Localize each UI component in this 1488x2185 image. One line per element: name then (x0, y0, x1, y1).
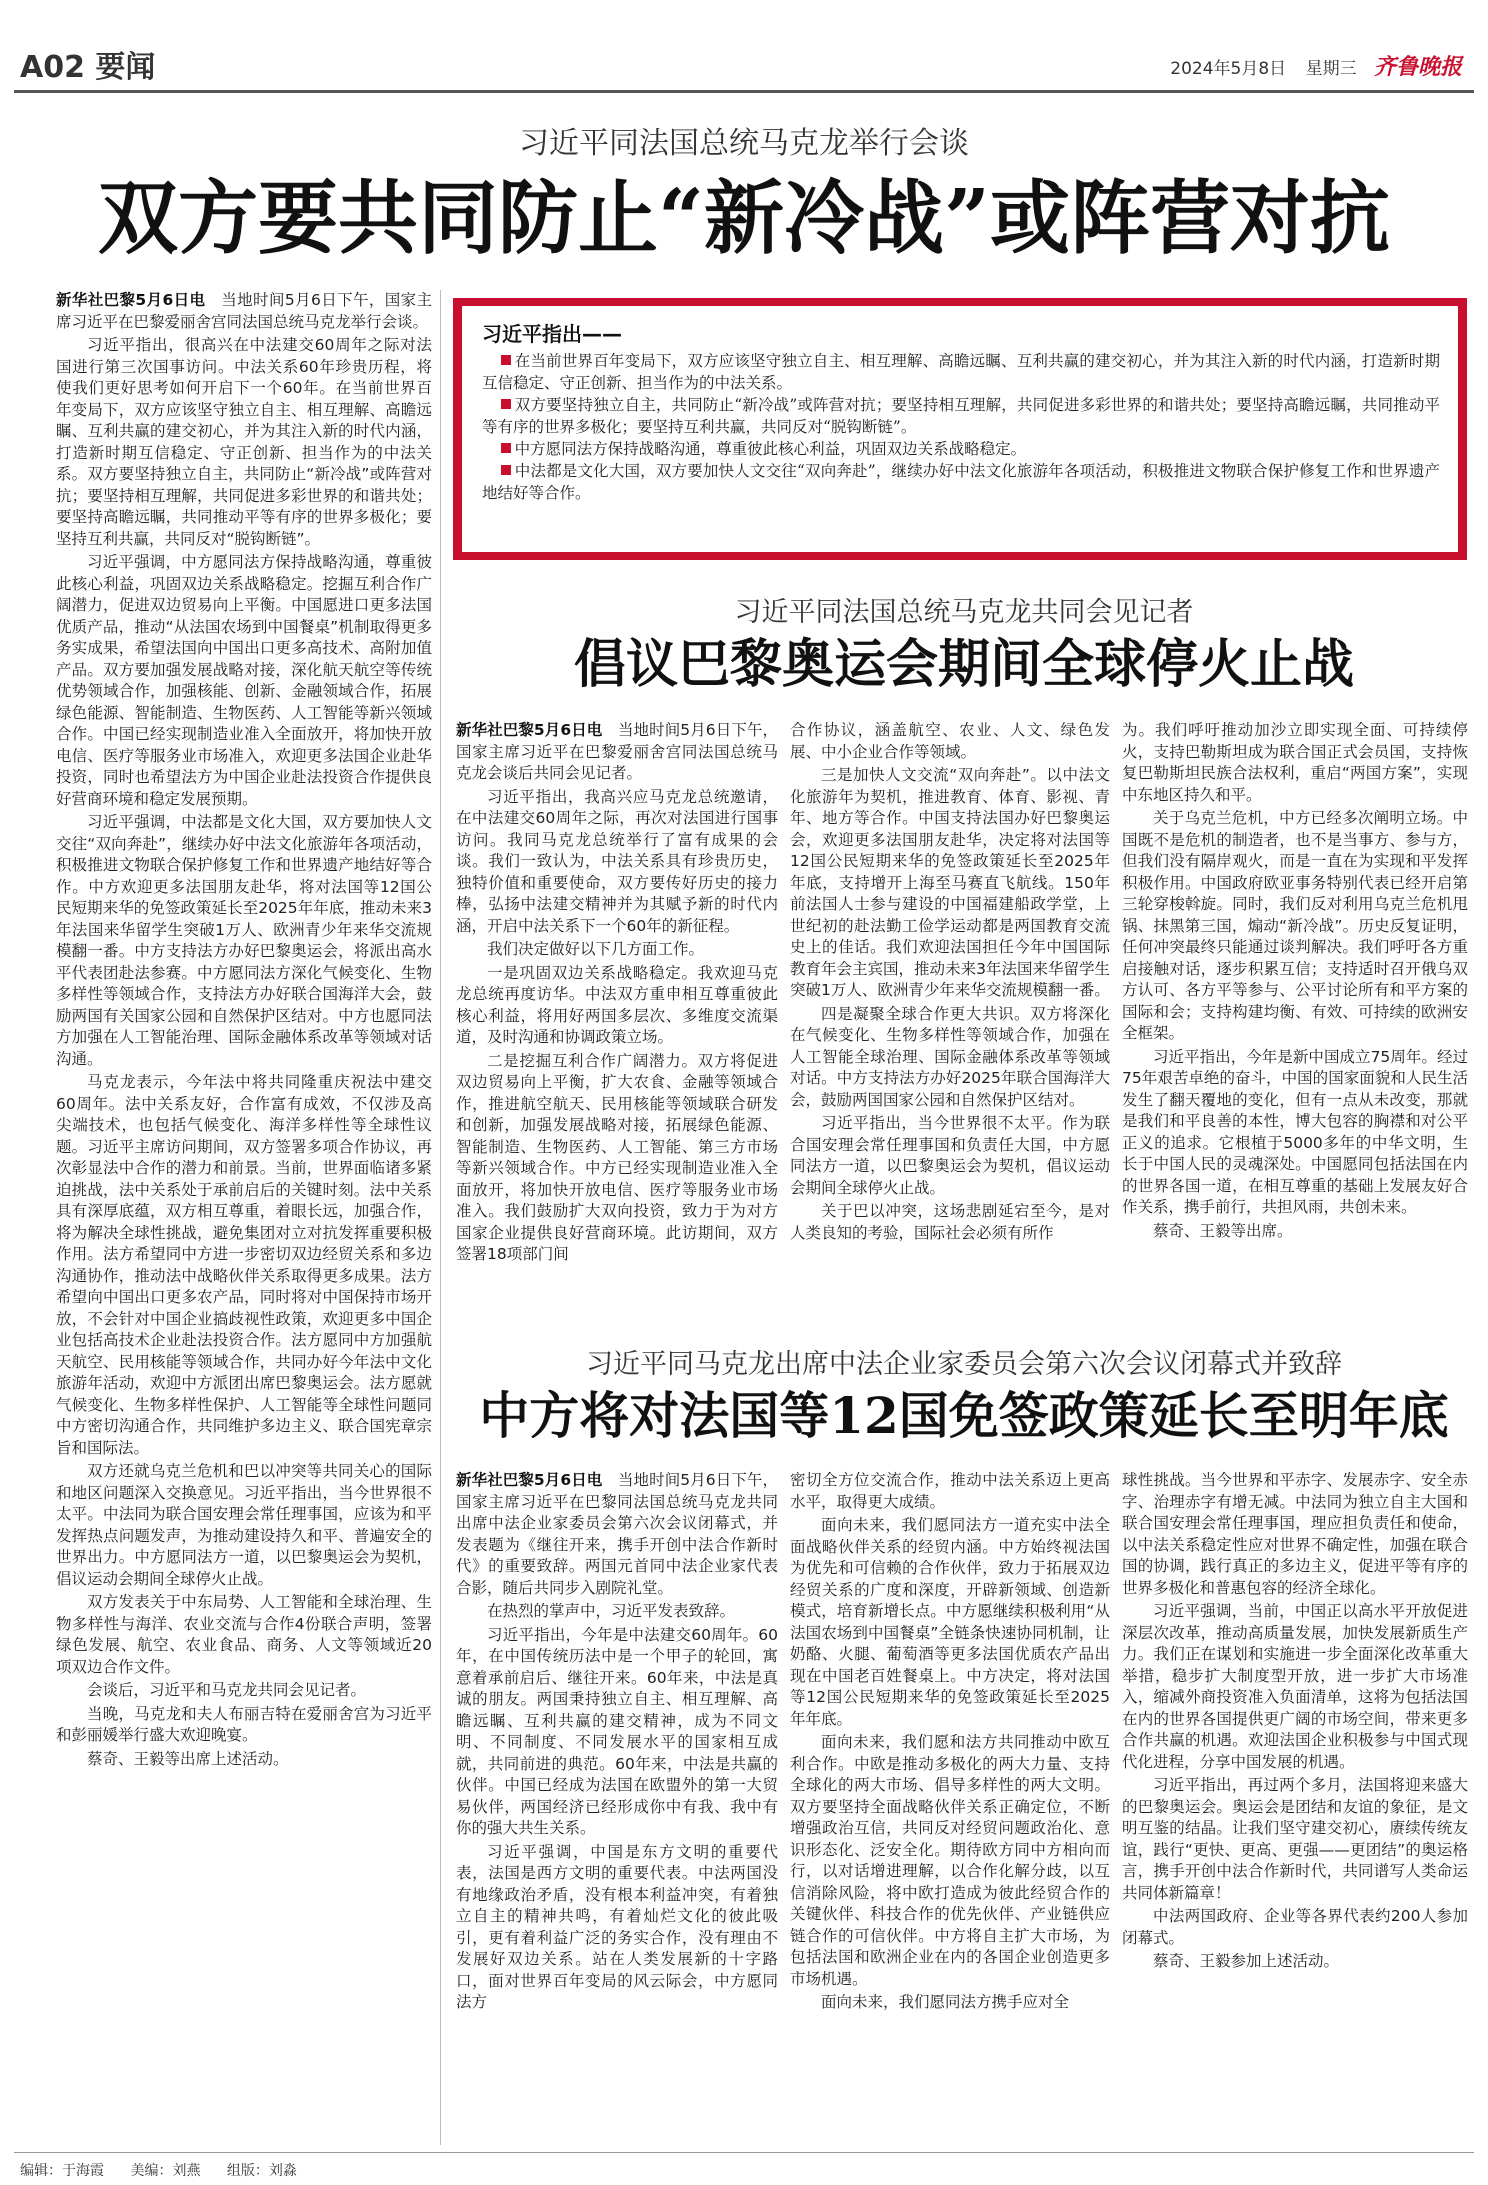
article2-para: 习近平指出，我高兴应马克龙总统邀请，在中法建交60周年之际，再次对法国进行国事访问。我同马克龙总统举行了富有成果的会谈。我们一致认为，中法关系具有珍贵历史，独特价值和重要使命，双方要传好历史的接力棒，弘扬中法建交精神并为其赋予新的时代内涵，开启中法关系下一个60年的新征程。 (456, 787, 778, 935)
article1-para: 习近平指出，很高兴在中法建交60周年之际对法国进行第三次国事访问。中法关系60年珍贵历程，将使我们更好思考如何开启下一个60年。在当前世界百年变局下，双方应该坚守独立自主、相互理解、高瞻远瞩、互利共赢的建交初心，并为其注入新的时代内涵，打造新时期互信稳定、守正创新、担当作为的中法关系。双方要坚持独立自主，共同防止“新冷战”或阵营对抗；要坚持相互理解，共同促进多彩世界的和谐共处；要坚持高瞻远瞩，共同推动平等有序的世界多极化；要坚持互利共赢，共同反对“脱钩断链”。 (56, 336, 432, 548)
column-divider (440, 290, 441, 2145)
article2-para: 我们决定做好以下几方面工作。 (487, 940, 705, 958)
article1-para: 马克龙表示，今年法中将共同隆重庆祝法中建交60周年。法中关系友好，合作富有成效，不仅涉及高尖端技术，也包括气候变化、海洋多样性等全球性议题。习近平主席访问期间，双方签署多项合作协议，再次彰显法中合作的潜力和前景。当前，世界面临诸多紧迫挑战，法中关系处于承前启后的关键时刻。法中关系具有深厚底蕴，双方相互尊重，着眼长远，加强合作，将为解决全球性挑战，避免集团对立对抗发挥重要积极作用。法方希望同中方进一步密切双边经贸关系和多边沟通协作，推动法中战略伙伴关系取得更多成果。法方希望向中国出口更多农产品，同时将对中国保持市场开放，不会针对中国企业搞歧视性政策，欢迎更多中国企业包括高技术企业赴法投资合作。法方愿同中方加强航天航空、民用核能等领域合作，共同办好今年法中文化旅游年活动，欢迎中方派团出席巴黎奥运会。法方愿就气候变化、生物多样性保护、人工智能等全球性问题同中方密切沟通合作，共同维护多边主义、联合国宪章宗旨和国际法。 (56, 1073, 432, 1457)
bullet-square-icon (501, 355, 511, 365)
article2-col3 (1122, 720, 1468, 1330)
bullet-square-icon (501, 465, 511, 475)
bullet-square-icon (501, 443, 511, 453)
page-label: A02 要闻 (20, 50, 156, 85)
masthead (1170, 50, 1462, 81)
article2-para: 为。我们呼吁推动加沙立即实现全面、可持续停火，支持巴勒斯坦成为联合国正式会员国，支持恢复巴勒斯坦民族合法权利，重启“两国方案”，实现中东地区持久和平。 (1122, 721, 1468, 804)
article3-para: 面向未来，我们愿和法方共同推动中欧互利合作。中欧是推动多极化的两大力量、支持全球化的两大市场、倡导多样性的两大文明。双方要坚持全面战略伙伴关系正确定位，不断增强政治互信，共同反对经贸问题政治化、意识形态化、泛安全化。期待欧方同中方相向而行，以对话增进理解，以合作化解分歧，以互信消除风险，将中欧打造成为彼此经贸合作的关键伙伴、科技合作的优先伙伴、产业链供应链合作的可信伙伴。中方将自主扩大市场，为包括法国和欧洲企业在内的各国企业创造更多市场机遇。 (790, 1733, 1110, 1988)
article1-para: 新华社巴黎5月6日电 当地时间5月6日下午，国家主席习近平在巴黎爱丽舍宫同法国总统马克龙举行会谈。 (56, 291, 432, 331)
article2-para: 新华社巴黎5月6日电 当地时间5月6日下午，国家主席习近平在巴黎爱丽舍宫同法国总统马克龙会谈后共同会见记者。 (456, 721, 778, 782)
article3-para: 习近平强调，当前，中国正以高水平开放促进深层次改革，推动高质量发展，加快发展新质生产力。我们正在谋划和实施进一步全面深化改革重大举措，稳步扩大制度型开放，进一步扩大市场准入，缩减外商投资准入负面清单，这将为包括法国在内的世界各国提供更广阔的市场空间，带来更多合作共赢的机遇。欢迎法国企业积极参与中国式现代化进程，分享中国发展的机遇。 (1122, 1602, 1468, 1771)
article2-para: 三是加快人文交流“双向奔赴”。以中法文化旅游年为契机，推进教育、体育、影视、青年、地方等合作。中国支持法国办好巴黎奥运会，欢迎更多法国朋友赴华，决定将对法国等12国公民短期来华的免签政策延长至2025年年底，支持增开上海至马赛直飞航线。150年前法国人士参与建设的中国福建船政学堂，上世纪初的赴法勤工俭学运动都是两国教育交流史上的佳话。我们欢迎法国担任今年中国国际教育年会主宾国，推动未来3年法国来华留学生突破1万人、欧洲青少年来华交流规模翻一番。 (790, 766, 1110, 999)
article2-col2 (790, 720, 1110, 1330)
article3-para: 面向未来，我们愿同法方一道充实中法全面战略伙伴关系的经贸内涵。中方始终视法国为优先和可信赖的合作伙伴，致力于拓展双边经贸关系的广度和深度，开辟新领域、创造新模式，培育新增长点。中方愿继续积极利用“从法国农场到中国餐桌”全链条快速协同机制，让奶酪、火腿、葡萄酒等更多法国优质农产品出现在中国老百姓餐桌上。中方决定，将对法国等12国公民短期来华的免签政策延长至2025年年底。 (790, 1516, 1110, 1728)
article2-para: 一是巩固双边关系战略稳定。我欢迎马克龙总统再度访华。中法双方重申相互尊重彼此核心利益，将用好两国多层次、多维度交流渠道，及时沟通和协调政策立场。 (456, 963, 778, 1046)
weekday: 星期三 (1305, 59, 1357, 79)
article3-col3 (1122, 1470, 1468, 2146)
article1-kicker: 习近平同法国总统马克龙举行会谈 (519, 126, 969, 161)
article2-source: 新华社巴黎5月6日电 (456, 721, 603, 739)
article3-source: 新华社巴黎5月6日电 (456, 1471, 603, 1489)
article1-source: 新华社巴黎5月6日电 (56, 291, 206, 309)
article1-body (56, 290, 432, 2150)
article3-headline: 中方将对法国等12国免签政策延长至明年底 (479, 1386, 1449, 1445)
article3-para: 新华社巴黎5月6日电 当地时间5月6日下午，国家主席习近平在巴黎同法国总统马克龙共同出席中法企业家委员会第六次会议闭幕式，并发表题为《继往开来，携手开创中法合作新时代》的重要致辞。两国元首同中法企业家代表合影，随后共同步入剧院礼堂。 (456, 1471, 778, 1597)
article2-para: 习近平指出，当今世界很不太平。作为联合国安理会常任理事国和负责任大国，中方愿同法方一道，以巴黎奥运会为契机，倡议运动会期间全球停火止战。 (790, 1114, 1110, 1197)
article3-col1 (456, 1470, 778, 2146)
footer-rule (14, 2152, 1474, 2153)
bullet-square-icon (501, 399, 511, 409)
callout-item: 中法都是文化大国，双方要加快人文交往“双向奔赴”，继续办好中法文化旅游年各项活动，积极推进文物联合保护修复工作和世界遗产地结好等合作。 (482, 462, 1440, 502)
article2-para: 四是凝聚全球合作更大共识。双方将深化在气候变化、生物多样性等领域合作，加强在人工智能全球治理、国际金融体系改革等领域对话。中方支持法方办好2025年联合国海洋大会，鼓励两国国家公园和自然保护区结对。 (790, 1004, 1110, 1109)
article1-para: 会谈后，习近平和马克龙共同会见记者。 (87, 1681, 367, 1699)
callout-item: 在当前世界百年变局下，双方应该坚守独立自主、相互理解、高瞻远瞩、互利共赢的建交初心，并为其注入新的时代内涵，打造新时期互信稳定、守正创新、担当作为的中法关系。 (482, 352, 1440, 392)
callout-body (482, 350, 1440, 504)
header-rule (14, 90, 1474, 93)
article1-para: 习近平强调，中方愿同法方保持战略沟通，尊重彼此核心利益，巩固双边关系战略稳定。挖掘互利合作广阔潜力，促进双边贸易向上平衡。中国愿进口更多法国优质产品，推动“从法国农场到中国餐桌”机制取得更多务实成果，希望法国向中国出口更多高技术、高附加值产品。双方要加强发展战略对接，深化航天航空等传统优势领域合作，加强核能、创新、金融领域合作，拓展绿色能源、智能制造、生物医药、人工智能等新兴领域合作。中国已经实现制造业准入全面放开，将加快开放电信、医疗等服务业市场准入，欢迎更多法国企业赴华投资，同时也希望法方为中国企业赴法投资合作提供良好营商环境和稳定发展预期。 (56, 553, 432, 808)
article2-col1 (456, 720, 778, 1330)
article2-headline: 倡议巴黎奥运会期间全球停火止战 (573, 634, 1354, 695)
article3-col2 (790, 1470, 1110, 2146)
article2-para: 习近平指出，今年是新中国成立75周年。经过75年艰苦卓绝的奋斗，中国的国家面貌和人民生活发生了翻天覆地的变化，但有一点从未改变，那就是我们和平良善的本性，博大包容的胸襟和对公平正义的追求。它根植于5000多年的中华文明，生长于中国人民的灵魂深处。中国愿同包括法国在内的世界各国一道，在相互尊重的基础上发展友好合作关系，携手前行，共担风雨，共创未来。 (1122, 1047, 1468, 1216)
article3-para: 蔡奇、王毅参加上述活动。 (1153, 1952, 1340, 1970)
footer-credits (20, 2160, 319, 2180)
article3-para: 在热烈的掌声中，习近平发表致辞。 (487, 1602, 736, 1620)
article1-para: 习近平强调，中法都是文化大国，双方要加快人文交往“双向奔赴”，继续办好中法文化旅游年各项活动，积极推进文物联合保护修复工作和世界遗产地结好等合作。中方欢迎更多法国朋友赴华，将对法国等12国公民短期来华的免签政策延长至2025年年底，推动未来3年法国来华留学生突破1万人、欧洲青少年来华交流规模翻一番。中方支持法方办好巴黎奥运会，将派出高水平代表团赴法参赛。中方愿同法方深化气候变化、生物多样性等领域合作，支持法方办好联合国海洋大会，鼓励两国有关国家公园和自然保护区结对。中方也愿同法方加强在人工智能治理、国际金融体系改革等领域对话沟通。 (56, 813, 432, 1068)
article3-kicker: 习近平同马克龙出席中法企业家委员会第六次会议闭幕式并致辞 (586, 1349, 1342, 1380)
article1-para: 双方还就乌克兰危机和巴以冲突等共同关心的国际和地区问题深入交换意见。习近平指出，当今世界很不太平。中法同为联合国安理会常任理事国，应该为和平发挥热点问题发声，为推动建设持久和平、普遍安全的世界出力。中方愿同法方一道，以巴黎奥运会为契机，倡议运动会期间全球停火止战。 (56, 1462, 432, 1588)
article1-headline: 双方要共同防止“新冷战”或阵营对抗 (97, 171, 1391, 265)
article1-para: 双方发表关于中东局势、人工智能和全球治理、生物多样性与海洋、农业交流与合作4份联合声明，签署绿色发展、航空、农业食品、商务、人文等领域近20项双边合作文件。 (56, 1593, 432, 1676)
article3-para: 中法两国政府、企业等各界代表约200人参加闭幕式。 (1122, 1907, 1468, 1947)
article3-para: 习近平强调，中国是东方文明的重要代表，法国是西方文明的重要代表。中法两国没有地缘政治矛盾，没有根本利益冲突，有着独立自主的精神共鸣，有着灿烂文化的彼此吸引，更有着利益广泛的务实合作，没有理由不发展好双边关系。站在人类发展新的十字路口，面对世界百年变局的风云际会，中方愿同法方 (456, 1842, 778, 2011)
date: 2024年5月8日 (1170, 59, 1287, 79)
article2-para: 合作协议，涵盖航空、农业、人文、绿色发展、中小企业合作等领域。 (790, 721, 1110, 761)
footer-art-editor: 美编：刘燕 (130, 2163, 201, 2179)
article2-para: 蔡奇、王毅等出席。 (1153, 1221, 1293, 1240)
article3-para: 习近平指出，今年是中法建交60周年。60年，在中国传统历法中是一个甲子的轮回，寓意着承前启后、继往开来。60年来，中法是真诚的朋友。两国秉持独立自主、相互理解、高瞻远瞩、互利共赢的建交精神，成为不同文明、不同制度、不同发展水平的国家相互成就，共同前进的典范。60年来，中法是共赢的伙伴。中国已经成为法国在欧盟外的第一大贸易伙伴，两国经济已经形成你中有我、我中有你的强大共生关系。 (456, 1625, 778, 1837)
article3-para: 习近平指出，再过两个多月，法国将迎来盛大的巴黎奥运会。奥运会是团结和友谊的象征，是文明互鉴的结晶。让我们坚守建交初心，赓续传统友谊，践行“更快、更高、更强——更团结”的奥运格言，携手开创中法合作新时代，共同谱写人类命运共同体新篇章！ (1122, 1776, 1468, 1902)
article2-para: 关于乌克兰危机，中方已经多次阐明立场。中国既不是危机的制造者，也不是当事方、参与方，但我们没有隔岸观火，而是一直在为实现和平发挥积极作用。中国政府欧亚事务特别代表已经开启第三轮穿梭斡旋。同时，我们反对利用乌克兰危机甩锅、抹黑第三国，煽动“新冷战”。历史反复证明，任何冲突最终只能通过谈判解决。我们呼吁各方重启接触对话，逐步积累互信；支持适时召开俄乌双方认可、各方平等参与、公平讨论所有和平方案的国际和会；支持构建均衡、有效、可持续的欧洲安全框架。 (1122, 809, 1468, 1042)
callout-title: 习近平指出—— (482, 322, 622, 346)
article2-para: 二是挖掘互利合作广阔潜力。双方将促进双边贸易向上平衡，扩大农食、金融等领域合作，推进航空航天、民用核能等领域联合研发和创新，加强发展战略对接，拓展绿色能源、智能制造、生物医药、人工智能、第三方市场等新兴领域合作。中方已经实现制造业准入全面放开，将加快开放电信、医疗等服务业市场准入。我们鼓励扩大双向投资，致力于为对方国家企业提供良好营商环境。此访期间，双方签署18项部门间 (456, 1051, 778, 1263)
callout-item: 中方愿同法方保持战略沟通，尊重彼此核心利益，巩固双边关系战略稳定。 (482, 438, 1440, 460)
footer-layout-editor: 组版：刘淼 (226, 2163, 297, 2179)
article3-para: 球性挑战。当今世界和平赤字、发展赤字、安全赤字、治理赤字有增无减。中法同为独立自主大国和联合国安理会常任理事国，理应担负责任和使命，以中法关系稳定性应对世界不确定性，加强在联合国的协调，践行真正的多边主义，促进平等有序的世界多极化和普惠包容的经济全球化。 (1122, 1471, 1468, 1597)
article3-para: 面向未来，我们愿同法方携手应对全 (821, 1993, 1070, 2011)
callout-item: 双方要坚持独立自主，共同防止“新冷战”或阵营对抗；要坚持相互理解，共同促进多彩世界的和谐共处；要坚持高瞻远瞩，共同推动平等有序的世界多极化；要坚持互利共赢，共同反对“脱钩断链”。 (482, 396, 1440, 436)
brand-logo: 齐鲁晚报 (1373, 55, 1462, 80)
article3-para: 密切全方位交流合作，推动中法关系迈上更高水平，取得更大成绩。 (790, 1471, 1110, 1511)
article1-para: 当晚，马克龙和夫人布丽吉特在爱丽舍宫为习近平和彭丽媛举行盛大欢迎晚宴。 (56, 1704, 432, 1744)
article2-para: 关于巴以冲突，这场悲剧延宕至今，是对人类良知的考验，国际社会必须有所作 (790, 1202, 1110, 1242)
article1-para: 蔡奇、王毅等出席上述活动。 (87, 1749, 289, 1768)
article2-kicker: 习近平同法国总统马克龙共同会见记者 (734, 597, 1194, 628)
footer-editor: 编辑：于海霞 (20, 2163, 104, 2179)
